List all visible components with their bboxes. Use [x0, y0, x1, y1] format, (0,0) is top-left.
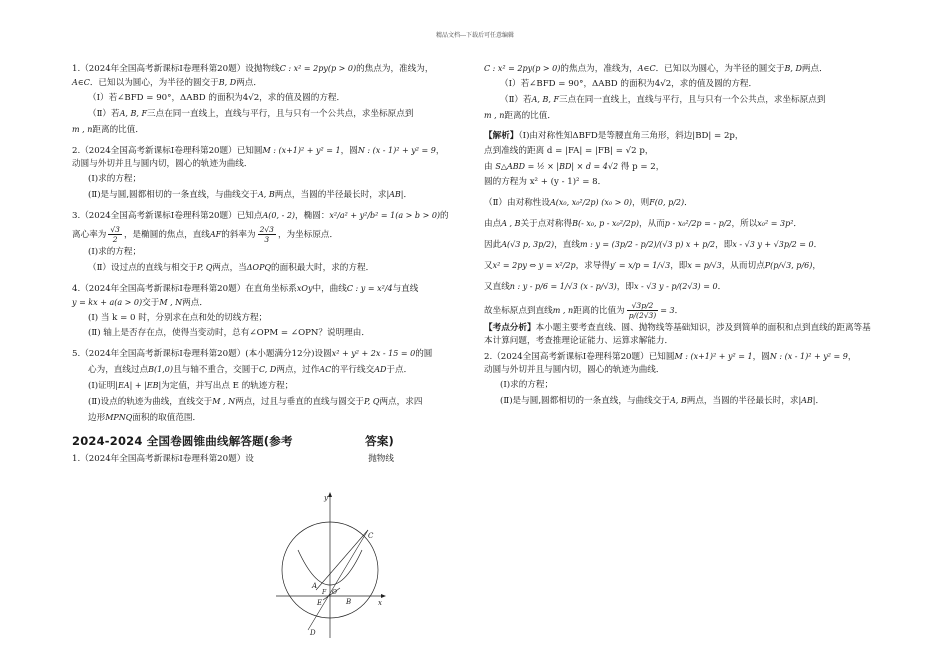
label-d: D [310, 629, 316, 637]
question-3-part-2: （Ⅱ）设过点的直线与相交于P, Q两点，当ΔOPQ的面积最大时，求的方程． [88, 263, 375, 273]
question-2-part-1: (Ⅰ)求的方程； [88, 174, 142, 184]
answer-1-intro: 1.（2024年全国高考新课标Ⅰ卷理科第20题）设 抛物线 [72, 454, 394, 464]
question-2: 2.（2024全国高考新课标Ⅰ卷理科第20题）已知圆M : (x+1)² + y² = 1，圆N : (x - 1)² + y² = 9， 动圆与外切并且与圆内切，圆心的轨迹为曲线． [72, 146, 445, 169]
solution-line-7: 因此A(√3 p, 3p/2)，直线m : y = (3p/2 - p/2)/(√3 p) x + p/2，即x - √3 y + √3p/2 = 0． [484, 240, 823, 250]
page-header: 精品文档---下载后可任意编辑 [435, 32, 515, 39]
answer-1-stem: C : x² = 2py(p > 0)的焦点为，准线为，A∈C．已知以为圆心，为半径的圆交于B, D两点． [484, 64, 828, 74]
question-5-part-2: (Ⅱ)设点的轨迹为曲线，直线交于M , N两点，过且与垂直的直线与圆交于P, Q两点，求四 [88, 397, 423, 407]
solution-line-1: 【解析】（Ⅰ)由对称性知ΔBFD是等腰直角三角形，斜边|BD| = 2p， [484, 131, 744, 141]
answer-2-part-2: (Ⅱ)是与圆,圆都相切的一条直线，与曲线交于A, B两点，当圆的半径最长时，求|AB|． [500, 396, 825, 406]
question-1-part-2-cont: m , n距离的比值． [72, 125, 144, 135]
question-2-part-2: (Ⅱ)是与圆,圆都相切的一条直线，与曲线交于A, B两点，当圆的半径最长时，求|AB|． [88, 190, 413, 200]
label-c: C [368, 532, 374, 540]
solution-line-5: （Ⅱ）由对称性设A(x₀, x₀²/2p) (x₀ > 0)，则F(0, p/2)． [484, 198, 693, 208]
circle-parabola-figure [268, 490, 388, 640]
key-point-analysis: 【考点分析】本小题主要考查直线、圆、抛物线等基础知识，涉及到简单的面积和点到直线的距离等基本计算问题，考查推理论证能力、运算求解能力． [484, 323, 871, 346]
solution-line-4: 圆的方程为 x² + (y - 1)² = 8． [484, 177, 607, 187]
line-ad [316, 530, 368, 590]
question-5-part-2-cont: 边形MPNQ面积的取值范围． [88, 413, 202, 423]
solution-line-8: 又x² = 2py ⇔ y = x²/2p，求导得y′ = x/p = 1/√3，即x = p/√3，从而切点P(p/√3, p/6)， [484, 261, 821, 271]
line-ac [308, 530, 368, 630]
question-1-part-2: （Ⅱ）若A, B, F三点在同一直线上，直线与平行，且与只有一个公共点，求坐标原点到 [88, 109, 414, 119]
label-e: E [317, 599, 323, 607]
solution-line-10: 故坐标原点到直线m , n距离的比值为 $\frac{√3p/2}{p/(2√3)}$ = 3． [484, 301, 684, 320]
question-5-part-1: (Ⅰ)证明|EA| + |EB|为定值，并写出点 E 的轨迹方程； [88, 381, 294, 391]
answer-2: 2.（2024全国高考新课标Ⅰ卷理科第20题）已知圆M : (x+1)² + y² = 1，圆N : (x - 1)² + y² = 9， 动圆与外切并且与圆内切，圆心的轨迹为曲线． [484, 352, 857, 375]
y-axis-arrow [328, 492, 332, 497]
label-y: y [324, 494, 328, 502]
answer-1-part-2: （Ⅱ）若A, B, F三点在同一直线上，直线与平行，且与只有一个公共点，求坐标原点到 [500, 95, 826, 105]
question-4: 4.（2024年全国高考新课标Ⅰ卷理科第20题）在直角坐标系xOy中，曲线C : y = x²/4与直线 y = kx + a(a > 0)交于M , N两点． [72, 284, 419, 308]
question-3-cont: 离心率为 $\frac{√3}{2}$ ，是椭圆的焦点，直线AF的斜率为 $\frac{2√3}{3}$ ，为坐标原点． [72, 225, 339, 244]
question-1: 1.（2024年全国高考新课标Ⅰ卷理科第20题）设抛物线C : x² = 2py(p > 0)的焦点为，准线为， A∈C．已知以为圆心，为半径的圆交于B, D两点． [72, 64, 434, 88]
question-1-part-1: （Ⅰ）若∠BFD = 90°，ΔABD 的面积为4√2，求的值及圆的方程． [88, 93, 346, 103]
question-5-cont: 心为，直线过点B(1,0)且与轴不重合，交圆于C, D两点，过作AC的平行线交AD于点． [88, 365, 413, 375]
answer-2-part-1: (Ⅰ)求的方程； [500, 380, 554, 390]
solution-line-2: 点到准线的距离 d = |FA| = |FB| = √2 p， [484, 146, 654, 156]
right-column [484, 62, 876, 410]
label-f: F [322, 589, 327, 596]
ratio-fraction: $\frac{√3p/2}{p/(2√3)}$ [628, 301, 657, 320]
x-axis-arrow [381, 594, 386, 598]
label-b: B [346, 598, 352, 606]
fraction: $\frac{√3}{2}$ [110, 225, 120, 244]
section-title: 2024-2024 全国卷圆锥曲线解答题(参考 答案) [72, 434, 394, 448]
label-o: O [332, 589, 337, 596]
question-5: 5.（2024年全国高考新课标Ⅰ卷理科第20题）(本小题满分12分)设圆x² + y² + 2x - 15 = 0的圆 [72, 349, 433, 359]
solution-line-3: 由 S△ABD = ½ × |BD| × d = 4√2 得 p = 2， [484, 162, 665, 172]
question-4-part-2: (Ⅱ) 轴上是否存在点，使得当变动时，总有∠OPM = ∠OPN？说明理由． [88, 328, 370, 338]
fraction: $\frac{2√3}{3}$ [259, 225, 274, 244]
solution-line-9: 又直线n : y - p/6 = 1/√3 (x - p/√3)，即x - √3 y - p/(2√3) = 0． [484, 282, 727, 292]
left-column [72, 62, 464, 468]
question-3-part-1: (Ⅰ)求的方程； [88, 247, 142, 257]
question-4-part-1: (Ⅰ) 当 k = 0 时，分别求在点和处的切线方程； [88, 313, 268, 323]
label-a: A [312, 582, 318, 590]
label-x: x [378, 599, 382, 607]
question-3: 3.（2024全国高考新课标Ⅰ卷理科第20题）已知点A(0, - 2)，椭圆：x²/a² + y²/b² = 1(a > b > 0)的 [72, 211, 449, 221]
answer-1-part-2-cont: m , n距离的比值． [484, 111, 556, 121]
answer-1-part-1: （Ⅰ）若∠BFD = 90°，ΔABD 的面积为4√2，求的值及圆的方程． [500, 79, 758, 89]
solution-line-6: 由点A , B关于点对称得B(- x₀, p - x₀²/2p)，从而p - x₀²/2p = - p/2，所以x₀² = 3p²． [484, 219, 803, 229]
